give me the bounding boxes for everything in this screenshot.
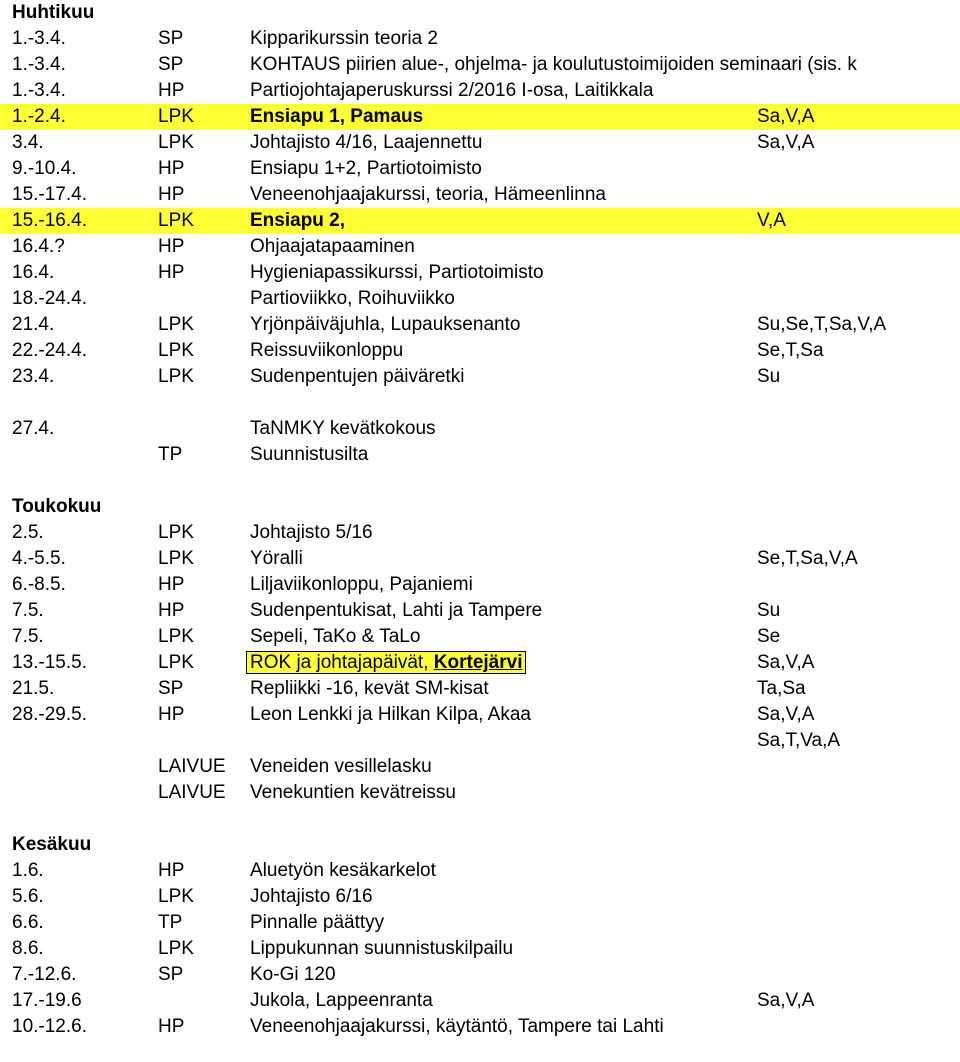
event-participants: Sa,V,A <box>757 652 815 673</box>
event-date: 10.-12.6. <box>12 1016 87 1037</box>
event-organizer: LAIVUE <box>158 782 226 803</box>
event-participants: Sa,T,Va,A <box>757 730 841 751</box>
event-title <box>250 520 373 546</box>
event-title <box>250 676 489 702</box>
event-title <box>250 52 857 78</box>
event-participants: V,A <box>757 210 786 231</box>
event-organizer: HP <box>158 1016 185 1037</box>
event-date: 5.6. <box>12 886 44 907</box>
event-title <box>250 858 436 884</box>
event-title-text: Partioviikko, Roihuviikko <box>250 288 455 309</box>
event-date: 22.-24.4. <box>12 340 87 361</box>
event-row <box>0 884 960 910</box>
event-date: 6.6. <box>12 912 44 933</box>
event-row <box>0 858 960 884</box>
event-title <box>250 1014 664 1040</box>
event-organizer: SP <box>158 678 184 699</box>
event-organizer: SP <box>158 28 184 49</box>
event-date: 9.-10.4. <box>12 158 77 179</box>
event-organizer: LPK <box>158 366 194 387</box>
event-row <box>0 312 960 338</box>
event-date: 28.-29.5. <box>12 704 87 725</box>
event-row <box>0 910 960 936</box>
event-organizer: TP <box>158 912 183 933</box>
event-date: 1.-3.4. <box>12 54 66 75</box>
event-row <box>0 988 960 1014</box>
event-title-text: Johtajisto 4/16, Laajennettu <box>250 132 483 153</box>
month-heading: Huhtikuu <box>12 2 95 23</box>
event-organizer: LPK <box>158 314 194 335</box>
event-date: 1.-3.4. <box>12 80 66 101</box>
spacer-row <box>0 806 960 832</box>
event-date: 2.5. <box>12 522 44 543</box>
event-title-text: Johtajisto 5/16 <box>250 522 373 543</box>
event-title <box>250 286 455 312</box>
event-title <box>250 936 513 962</box>
month-heading: Toukokuu <box>12 496 102 517</box>
event-title <box>250 156 482 182</box>
event-title-text: Leon Lenkki ja Hilkan Kilpa, Akaa <box>250 704 531 725</box>
event-row <box>0 728 960 754</box>
event-date: 16.4. <box>12 262 55 283</box>
event-title-text: Kipparikurssin teoria 2 <box>250 28 438 49</box>
event-title-text: ROK ja johtajapäivät, <box>250 652 434 673</box>
spacer-row <box>0 468 960 494</box>
event-title-text: Venekuntien kevätreissu <box>250 782 456 803</box>
event-date: 16.4.? <box>12 236 65 257</box>
selected-cell[interactable] <box>247 652 525 673</box>
event-organizer: HP <box>158 860 185 881</box>
event-title <box>250 78 653 104</box>
event-date: 7.-12.6. <box>12 964 77 985</box>
event-row <box>0 520 960 546</box>
event-title-text: Ohjaajatapaaminen <box>250 236 415 257</box>
event-title <box>250 910 384 936</box>
event-title <box>250 702 531 728</box>
event-title <box>250 962 336 988</box>
event-date: 21.5. <box>12 678 55 699</box>
event-organizer: HP <box>158 184 185 205</box>
event-date: 27.4. <box>12 418 55 439</box>
event-title-text: Sudenpentukisat, Lahti ja Tampere <box>250 600 543 621</box>
event-title-text: Sepeli, TaKo & TaLo <box>250 626 421 647</box>
event-title <box>250 26 438 52</box>
month-section <box>0 494 960 832</box>
event-title-text: Pinnalle päättyy <box>250 912 385 933</box>
event-title <box>250 754 432 780</box>
event-organizer: LPK <box>158 626 194 647</box>
event-title <box>250 312 520 338</box>
event-title <box>250 364 464 390</box>
month-heading: Kesäkuu <box>12 834 92 855</box>
event-title <box>250 130 482 156</box>
event-row <box>0 338 960 364</box>
event-title <box>250 780 456 806</box>
event-row <box>0 26 960 52</box>
event-organizer: LPK <box>158 886 194 907</box>
event-title-text: Johtajisto 6/16 <box>250 886 373 907</box>
event-participants: Sa,V,A <box>757 106 815 127</box>
event-title-text: Yöralli <box>250 548 303 569</box>
event-date: 3.4. <box>12 132 44 153</box>
event-title-text: Repliikki -16, kevät SM-kisat <box>250 678 489 699</box>
event-organizer: LPK <box>158 522 194 543</box>
event-organizer: LPK <box>158 132 194 153</box>
event-date: 7.5. <box>12 600 44 621</box>
event-title <box>250 260 544 286</box>
event-title-text: Reissuviikonloppu <box>250 340 404 361</box>
event-row <box>0 598 960 624</box>
event-row <box>0 208 960 234</box>
event-row <box>0 52 960 78</box>
event-organizer: HP <box>158 262 185 283</box>
event-row <box>0 780 960 806</box>
event-participants: Se,T,Sa,V,A <box>757 548 858 569</box>
event-date: 23.4. <box>12 366 55 387</box>
spacer-row <box>0 390 960 416</box>
event-date: 15.-16.4. <box>12 210 87 231</box>
event-participants: Su <box>757 366 781 387</box>
event-row <box>0 546 960 572</box>
event-title-text: Yrjönpäiväjuhla, Lupauksenanto <box>250 314 521 335</box>
event-participants: Su <box>757 600 781 621</box>
event-date: 7.5. <box>12 626 44 647</box>
event-title <box>250 650 525 676</box>
event-title <box>250 338 403 364</box>
month-section <box>0 832 960 1040</box>
event-date: 8.6. <box>12 938 44 959</box>
event-title-text: KOHTAUS piirien alue-, ohjelma- ja koulutustoimijoiden seminaari (sis. k <box>250 54 857 75</box>
event-title <box>250 546 303 572</box>
event-organizer: SP <box>158 54 184 75</box>
event-title-text: Ensiapu 1, Pamaus <box>250 106 424 127</box>
event-title-text: Lippukunnan suunnistuskilpailu <box>250 938 514 959</box>
event-row <box>0 286 960 312</box>
event-row <box>0 676 960 702</box>
event-title-text: Jukola, Lappeenranta <box>250 990 433 1011</box>
event-row <box>0 1014 960 1040</box>
event-organizer: HP <box>158 574 185 595</box>
event-organizer: LAIVUE <box>158 756 226 777</box>
event-row <box>0 156 960 182</box>
event-title-text: Ko-Gi 120 <box>250 964 336 985</box>
event-participants: Se <box>757 626 781 647</box>
event-organizer: TP <box>158 444 183 465</box>
event-title <box>250 442 368 468</box>
event-participants: Su,Se,T,Sa,V,A <box>757 314 887 335</box>
event-date: 1.6. <box>12 860 44 881</box>
event-row <box>0 572 960 598</box>
event-title <box>250 598 542 624</box>
event-organizer: LPK <box>158 652 194 673</box>
event-date: 1.-3.4. <box>12 28 66 49</box>
event-title-text: TaNMKY kevätkokous <box>250 418 436 439</box>
event-date: 18.-24.4. <box>12 288 87 309</box>
event-date: 13.-15.5. <box>12 652 87 673</box>
event-organizer: HP <box>158 80 185 101</box>
event-participants: Sa,V,A <box>757 132 815 153</box>
event-title <box>250 988 433 1014</box>
event-organizer: LPK <box>158 548 194 569</box>
event-participants: Sa,V,A <box>757 990 815 1011</box>
event-row <box>0 442 960 468</box>
event-title <box>250 208 345 234</box>
event-organizer: HP <box>158 704 185 725</box>
event-title <box>250 572 473 598</box>
event-title-text: Veneiden vesillelasku <box>250 756 432 777</box>
event-title-text: Aluetyön kesäkarkelot <box>250 860 436 881</box>
event-organizer: HP <box>158 236 185 257</box>
event-row <box>0 416 960 442</box>
event-title <box>250 104 423 130</box>
event-title-place: Kortejärvi <box>433 652 523 673</box>
event-row <box>0 962 960 988</box>
event-date: 15.-17.4. <box>12 184 87 205</box>
event-organizer: HP <box>158 600 185 621</box>
event-row <box>0 182 960 208</box>
event-row <box>0 78 960 104</box>
event-title <box>250 624 420 650</box>
event-date: 17.-19.6 <box>12 990 82 1011</box>
event-date: 1.-2.4. <box>12 106 66 127</box>
event-participants: Sa,V,A <box>757 704 815 725</box>
event-title-text: Liljaviikonloppu, Pajaniemi <box>250 574 473 595</box>
event-date: 4.-5.5. <box>12 548 66 569</box>
event-title <box>250 884 373 910</box>
event-date: 21.4. <box>12 314 55 335</box>
event-title <box>250 416 436 442</box>
event-title-text: Ensiapu 1+2, Partiotoimisto <box>250 158 482 179</box>
event-row <box>0 260 960 286</box>
event-participants: Se,T,Sa <box>757 340 824 361</box>
event-row <box>0 754 960 780</box>
event-organizer: LPK <box>158 106 194 127</box>
event-row <box>0 702 960 728</box>
event-title-text: Hygieniapassikurssi, Partiotoimisto <box>250 262 544 283</box>
event-row <box>0 234 960 260</box>
event-title-text: Sudenpentujen päiväretki <box>250 366 465 387</box>
month-section <box>0 0 960 494</box>
event-title-text: Ensiapu 2, <box>250 210 346 231</box>
event-organizer: HP <box>158 158 185 179</box>
event-title-text: Veneenohjaajakurssi, teoria, Hämeenlinna <box>250 184 606 205</box>
event-date: 6.-8.5. <box>12 574 66 595</box>
event-title <box>250 234 415 260</box>
event-title <box>250 182 606 208</box>
event-organizer: SP <box>158 964 184 985</box>
event-title-text: Partiojohtajaperuskurssi 2/2016 I-osa, Laitikkala <box>250 80 654 101</box>
event-row <box>0 624 960 650</box>
event-title-text: Suunnistusilta <box>250 444 369 465</box>
event-row <box>0 364 960 390</box>
event-row <box>0 104 960 130</box>
event-organizer: LPK <box>158 340 194 361</box>
event-title-text: Veneenohjaajakurssi, käytäntö, Tampere tai Lahti <box>250 1016 664 1037</box>
event-organizer: LPK <box>158 938 194 959</box>
event-row <box>0 650 960 676</box>
event-organizer: LPK <box>158 210 194 231</box>
event-participants: Ta,Sa <box>757 678 806 699</box>
event-row <box>0 130 960 156</box>
event-row <box>0 936 960 962</box>
